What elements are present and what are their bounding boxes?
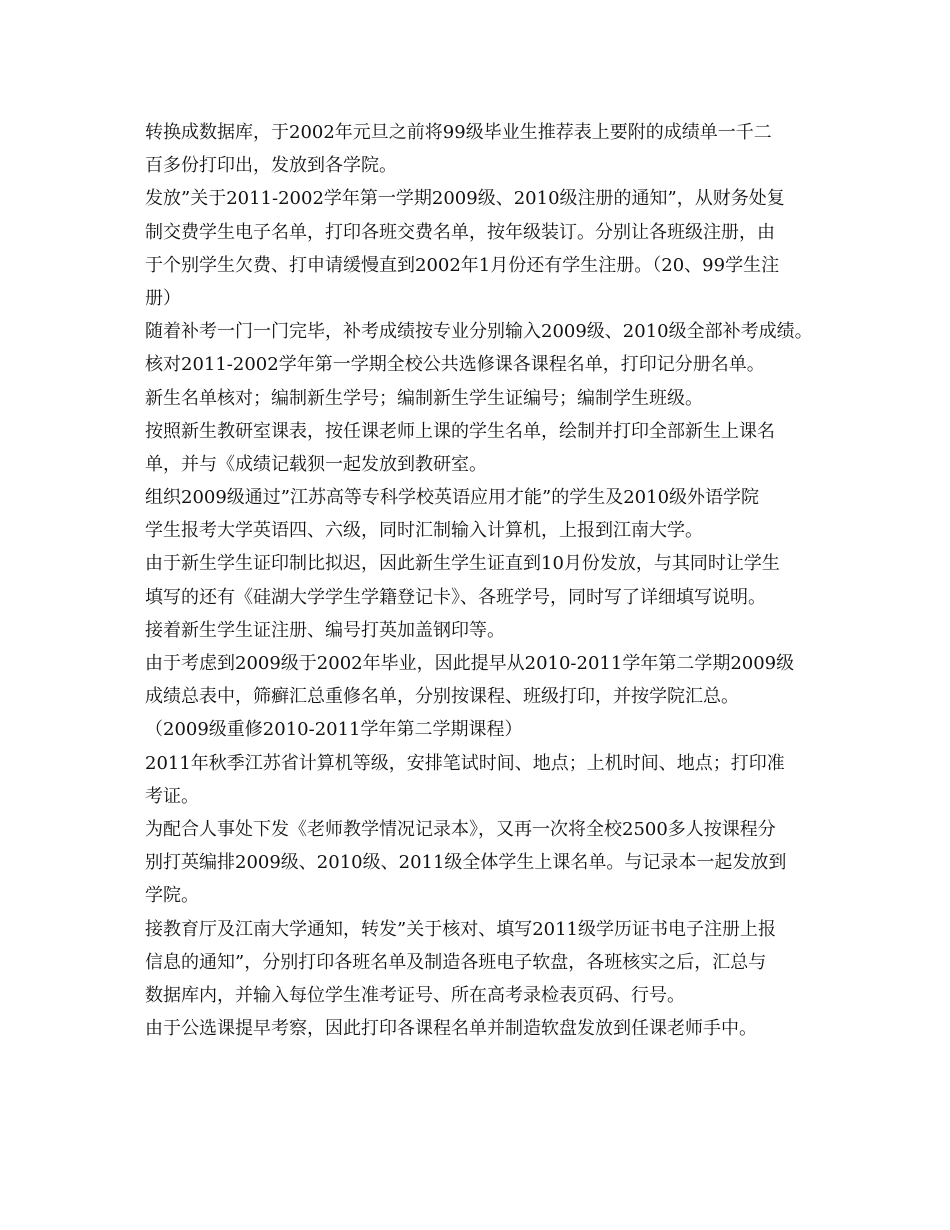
text-line: 由于考虑到2009级于2002年毕业，因此提早从2010-2011学年第二学期2009级	[145, 653, 795, 674]
text-line: 单，并与《成绩记载狈一起发放到教研室。	[145, 453, 487, 475]
text-line: 随着补考一门一门完毕，补考成绩按专业分别输入2009级、2010级全部补考成绩。	[145, 321, 813, 343]
text-line: 转换成数据库，于2002年元旦之前将99级毕业生推荐表上要附的成绩单一千二	[145, 122, 772, 143]
text-line: 百多份打印出，发放到各学院。	[145, 155, 397, 177]
text-line: 册）	[145, 287, 181, 309]
text-line: 于个别学生欠费、打申请缓慢直到2002年1月份还有学生注册。（20、99学生注	[145, 254, 780, 276]
text-line: 接着新生学生证注册、编号打英加盖钢印等。	[145, 619, 505, 641]
text-line: 考证。	[145, 785, 199, 807]
text-line: 别打英编排2009级、2010级、2011级全体学生上课名单。与记录本一起发放到	[145, 852, 787, 874]
body-text	[145, 116, 845, 1045]
text-line: 接教育厅及江南大学通知，转发”关于核对、填写2011级学历证书电子注册上报	[145, 918, 777, 940]
text-line: 2011年秋季江苏省计算机等级，安排笔试时间、地点；上机时间、地点；打印准	[145, 752, 785, 774]
text-line: 由于公选课提早考察，因此打印各课程名单并制造软盘发放到任课老师手中。	[145, 1018, 757, 1040]
text-line: 制交费学生电子名单，打印各班交费名单，按年级装订。分别让各班级注册，由	[145, 221, 775, 243]
text-line: 为配合人事处下发《老师教学情况记录本》，又再一次将全校2500多人按课程分	[145, 818, 776, 840]
text-line: 按照新生教研室课表，按任课老师上课的学生名单，绘制并打印全部新生上课名	[145, 420, 775, 442]
text-line: 成绩总表中，筛癣汇总重修名单，分别按课程、班级打印，并按学院汇总。	[145, 686, 739, 708]
text-line: 由于新生学生证印制比拟迟，因此新生学生证直到10月份发放，与其同时让学生	[145, 553, 780, 575]
text-line: 学生报考大学英语四、六级，同时汇制输入计算机，上报到江南大学。	[145, 520, 703, 542]
text-line: （2009级重修2010-2011学年第二学期课程）	[145, 719, 523, 741]
text-line: 组织2009级通过”江苏高等专科学校英语应用才能”的学生及2010级外语学院	[145, 487, 760, 509]
text-line: 信息的通知”，分别打印各班名单及制造各班电子软盘，各班核实之后，汇总与	[145, 951, 767, 973]
text-line: 学院。	[145, 885, 199, 907]
text-line: 新生名单核对；编制新生学号；编制新生学生证编号；编制学生班级。	[145, 387, 703, 409]
text-line: 数据库内，并输入每位学生准考证号、所在高考录检表页码、行号。	[145, 984, 685, 1006]
text-line: 填写的还有《硅湖大学学生学籍登记卡》、各班学号，同时写了详细填写说明。	[145, 586, 766, 608]
text-line: 核对2011-2002学年第一学期全校公共选修课各课程名单，打印记分册名单。	[145, 354, 765, 376]
text-line: 发放”关于2011-2002学年第一学期2009级、2010级注册的通知”，从财务处复	[145, 188, 785, 210]
